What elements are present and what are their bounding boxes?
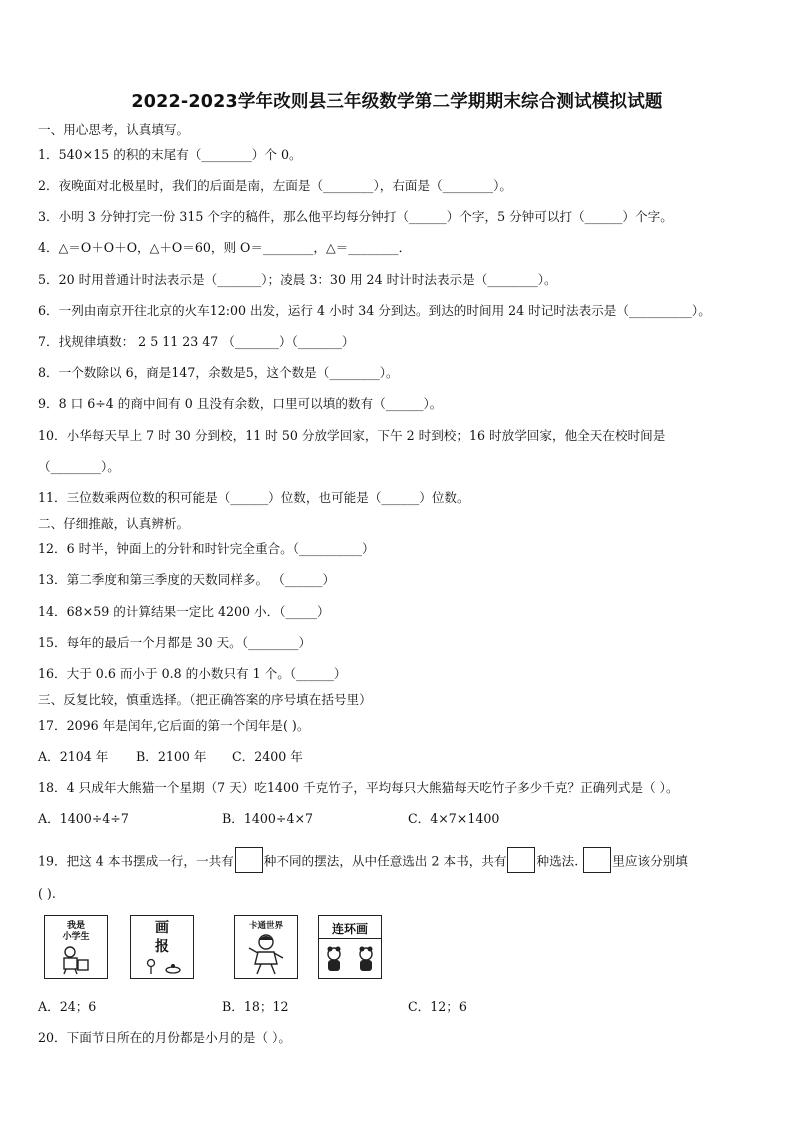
- question-14: 14．68×59 的计算结果一定比 4200 小．（_____）: [38, 604, 330, 619]
- question-4: 4．△＝O＋O＋O，△＋O＝60，则 O＝________，△＝________．: [38, 240, 412, 255]
- question-10-line1: 10．小华每天早上 7 时 30 分到校，11 时 50 分放学回家，下午 2 时到校；16 时放学回家，他全天在校时间是: [38, 428, 666, 443]
- student-icon: [56, 945, 96, 975]
- option-b: B．2100 年: [136, 749, 207, 764]
- question-17: 17．2096 年是闰年,它后面的第一个闰年是( )。: [38, 718, 310, 733]
- option-b: B．1400÷4×7: [222, 811, 314, 826]
- question-12: 12．6 时半，钟面上的分针和时针完全重合。（__________）: [38, 541, 375, 556]
- book-1-title-line1: 我是: [66, 921, 85, 931]
- question-19: [38, 849, 688, 875]
- cartoon-girl-icon: [244, 932, 288, 976]
- question-5: 5．20 时用普通计时法表示是（_______）；凌晨 3：30 用 24 时计时法表示是（________）。: [38, 272, 557, 287]
- question-19-options: [38, 999, 467, 1015]
- section-heading-3: 三、反复比较，慎重选择。（把正确答案的序号填在括号里）: [38, 692, 372, 707]
- option-c: C．2400 年: [232, 749, 303, 764]
- question-19-part4: 里应该分别填: [612, 853, 688, 869]
- question-3: 3．小明 3 分钟打完一份 315 个字的稿件，那么他平均每分钟打（______）个字，5 分钟可以打（______）个字。: [38, 209, 673, 224]
- option-b: B．18；12: [222, 999, 289, 1014]
- question-1: 1．540×15 的积的末尾有（________）个 0。: [38, 147, 302, 162]
- option-c: C．4×7×1400: [408, 811, 500, 826]
- question-19-line2: ( ).: [38, 886, 56, 901]
- answer-box-2: [507, 847, 535, 873]
- option-a: A．24；6: [38, 999, 97, 1014]
- question-6: 6．一列由南京开往北京的火车12:00 出发，运行 4 小时 34 分到达。到达的时间用 24 时记时法表示是（__________）。: [38, 303, 711, 318]
- question-10-line2: （________）。: [38, 459, 120, 474]
- question-19-part1: 19．把这 4 本书摆成一行，一共有: [38, 853, 234, 869]
- question-7: 7．找规律填数： 2 5 11 23 47 （_______）（_______）: [38, 334, 355, 349]
- book-picture-3: [234, 915, 298, 979]
- book-picture-1: [44, 915, 108, 979]
- question-9: 9．8 口 6÷4 的商中间有 0 且没有余数，口里可以填的数有（______）。: [38, 396, 443, 411]
- question-19-part3: 种选法.: [536, 853, 579, 869]
- option-a: A．1400÷4÷7: [38, 811, 129, 826]
- section-heading-1: 一、用心思考，认真填写。: [38, 122, 190, 137]
- answer-box-1: [235, 847, 263, 873]
- book-2-title-line1: 画: [155, 920, 169, 936]
- question-18-options: [38, 811, 499, 827]
- page-title: 2022-2023学年改则县三年级数学第二学期期末综合测试模拟试题: [131, 92, 663, 112]
- flower-icon: [139, 958, 185, 976]
- question-2: 2．夜晚面对北极星时，我们的后面是南，左面是（________），右面是（________）。: [38, 178, 512, 193]
- question-16: 16．大于 0.6 而小于 0.8 的小数只有 1 个。（______）: [38, 666, 347, 681]
- question-20: 20．下面节日所在的月份都是小月的是（ ）。: [38, 1030, 292, 1045]
- option-c: C．12；6: [408, 999, 467, 1014]
- panda-icon: [322, 944, 378, 974]
- book-picture-4: [318, 915, 382, 979]
- answer-box-3: [583, 847, 611, 873]
- question-8: 8．一个数除以 6，商是147，余数是5，这个数是（________）。: [38, 365, 399, 380]
- book-1-title-line2: 小学生: [62, 932, 90, 942]
- book-2-title-line2: 报: [155, 939, 169, 955]
- question-17-options: [38, 749, 303, 765]
- question-11: 11．三位数乘两位数的积可能是（______）位数，也可能是（______）位数。: [38, 490, 470, 505]
- question-13: 13．第二季度和第三季度的天数同样多。 （______）: [38, 572, 336, 587]
- option-a: A．2104 年: [38, 749, 109, 764]
- question-19-part2: 种不同的摆法，从中任意选出 2 本书，共有: [263, 853, 507, 869]
- question-18: 18．4 只成年大熊猫一个星期（7 天）吃1400 千克竹子，平均每只大熊猫每天吃竹子多少千克？正确列式是（ ）。: [38, 780, 679, 795]
- book-3-title: 卡通世界: [248, 921, 283, 931]
- book-picture-2: [130, 915, 194, 979]
- question-15: 15．每年的最后一个月都是 30 天。（________）: [38, 635, 312, 650]
- section-heading-2: 二、仔细推敲，认真辨析。: [38, 516, 190, 531]
- book-4-title: 连环画: [331, 922, 368, 936]
